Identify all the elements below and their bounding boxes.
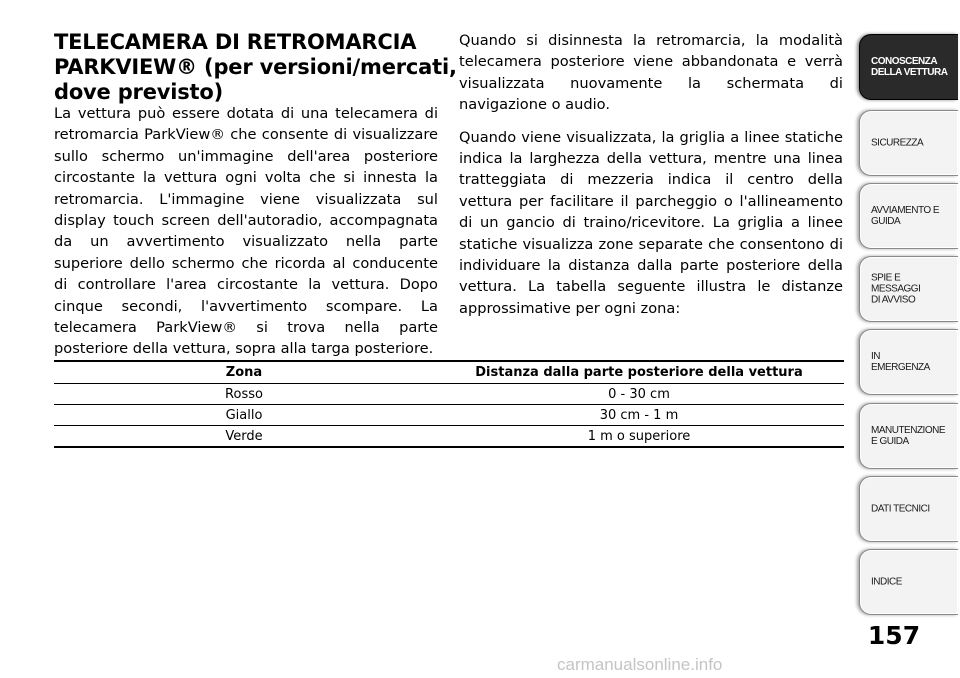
tab-label: IN EMERGENZA (871, 351, 930, 373)
tab-label: AVVIAMENTO E GUIDA (871, 205, 940, 227)
tab-label: SPIE E MESSAGGI DI AVVISO (871, 272, 921, 306)
tab-label: SICUREZZA (871, 137, 924, 149)
table-row (54, 426, 844, 448)
table-cell-distance: 0 - 30 cm (434, 384, 844, 405)
tab-spie-e-messaggi[interactable] (859, 256, 958, 322)
section-heading (54, 30, 457, 105)
table-cell-distance: 30 cm - 1 m (434, 405, 844, 426)
page-number: 157 (867, 621, 921, 650)
table-cell-zone: Rosso (54, 384, 434, 405)
tab-dati-tecnici[interactable] (859, 476, 958, 542)
tab-label: MANUTENZIONE E GUIDA (871, 425, 945, 447)
table-header-row (54, 361, 844, 384)
heading-line-1: TELECAMERA DI RETROMARCIA (54, 30, 417, 54)
heading-line-3: dove previsto) (54, 80, 223, 104)
tab-manutenzione-e-guida[interactable] (859, 403, 958, 469)
paragraph-disengage: Quando si disinnesta la retromarcia, la modalità telecamera posteriore viene abbandonata e verrà visualizzata nuovamente la schermata di navigazione o audio. (459, 32, 843, 114)
table-row (54, 384, 844, 405)
table-cell-zone: Giallo (54, 405, 434, 426)
tab-avviamento-e-guida[interactable] (859, 183, 958, 249)
tab-label: DATI TECNICI (871, 503, 930, 515)
table-cell-distance: 1 m o superiore (434, 426, 844, 448)
tab-indice[interactable] (859, 549, 958, 615)
table-cell-zone: Verde (54, 426, 434, 448)
watermark: carmanualsonline.info (557, 655, 723, 674)
tab-conoscenza-della-vettura[interactable] (859, 34, 958, 100)
table-row (54, 405, 844, 426)
table-header-distance: Distanza dalla parte posteriore della vettura (434, 361, 844, 384)
tab-sicurezza[interactable] (859, 110, 958, 176)
tab-label: INDICE (871, 576, 902, 588)
paragraph-grid-lines: Quando viene visualizzata, la griglia a linee statiche indica la larghezza della vettura, mentre una linea tratteggiata di mezzeria indica il centro della vettura per facilitare il parcheggio o l'allineamento di un gancio di traino/ricevitore. La griglia a linee statiche visualizza zone separate che consentono di individuare la distanza dalla parte posteriore della vettura. La tabella seguente illustra le distanze approssimative per ogni zona: (459, 128, 843, 317)
tab-in-emergenza[interactable] (859, 329, 958, 395)
tab-label: CONOSCENZA DELLA VETTURA (871, 56, 948, 78)
heading-line-2: PARKVIEW® (per versioni/mercati, (54, 55, 457, 79)
left-text-column (54, 103, 438, 371)
right-text-column (459, 30, 843, 330)
distance-zone-table (54, 360, 844, 448)
table-header-zone: Zona (54, 361, 434, 384)
paragraph-camera-intro: La vettura può essere dotata di una telecamera di retromarcia ParkView® che consente di visualizzare sullo schermo un'immagine dell'area posteriore circostante la vettura ogni volta che si innesta la retromarcia. L'immagine viene visualizzata sul display touch screen dell'autoradio, accompagnata da un avvertimento visualizzato nella parte superiore dello schermo che ricorda al conducente di controllare l'area circostante la vettura. Dopo cinque secondi, l'avvertimento scompare. La telecamera ParkView® si trova nella parte posteriore della vettura, sopra alla targa posteriore. (54, 105, 438, 358)
chapter-tabs-sidebar (857, 0, 960, 678)
